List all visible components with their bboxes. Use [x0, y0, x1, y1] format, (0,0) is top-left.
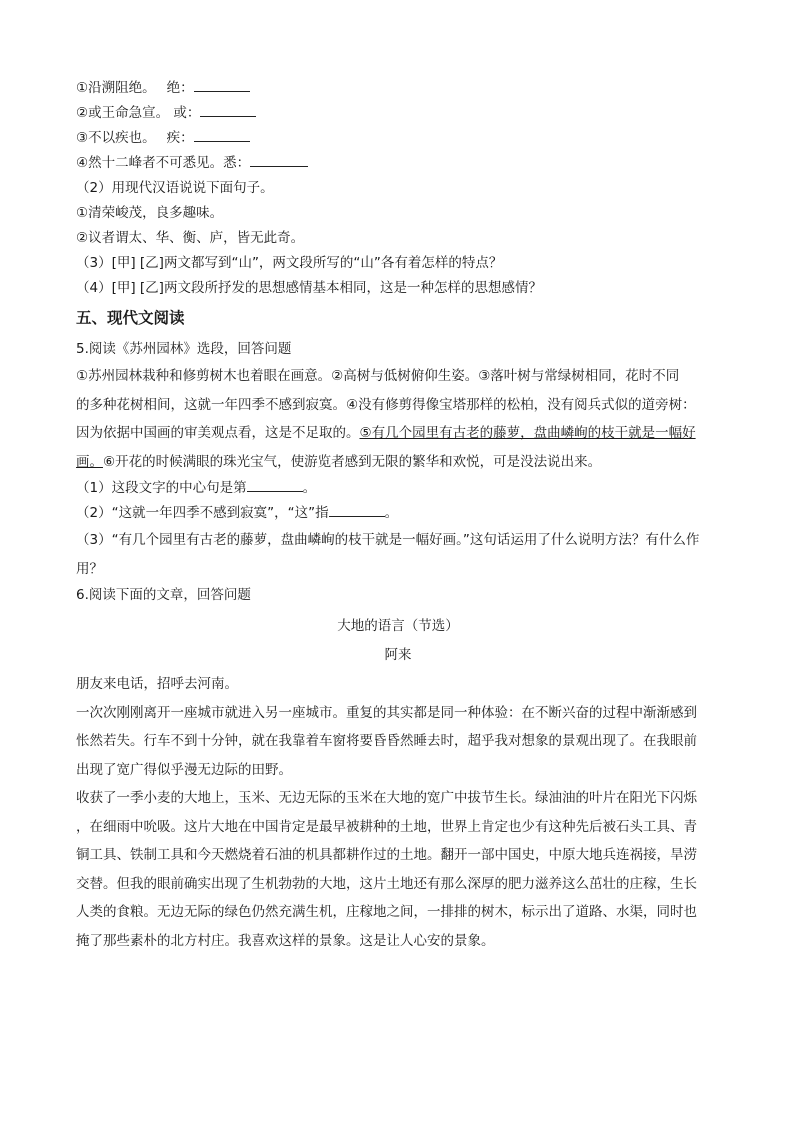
passage-line: 画。⑥开花的时候满眼的珠光宝气，使游览者感到无限的繁华和欢悦，可是没法说出来。 [76, 453, 602, 470]
answer-blank[interactable] [250, 151, 308, 167]
question-5-1: （1）这段文字的中心句是第 。 [76, 476, 720, 501]
question-6-intro: 6.阅读下面的文章，回答问题 [76, 587, 251, 603]
article-paragraph-3: 收获了一季小麦的大地上，玉米、无边无际的玉米在大地的宽广中拔节生长。绿油油的叶片在阳光下闪烁 ，在细雨中吮吸。这片大地在中国肯定是最早被耕种的土地，世界上肯定也少有这种先后被石头工具、青 铜工具、铁制工具和今天燃烧着石油的机具都耕作过的土地。翻开一部中国史，中原大地兵连祸接，旱涝 交替。但我的眼前确实出现了生机勃勃的大地，这片土地还有那么深厚的肥力滋养这么茁壮的庄稼，生长 人类的食粮。无边无际的绿色仍然充满生机，庄稼地之间，一排排的树木，标示出了道路、水渠，同时也 掩了那些素朴的北方村庄。我喜欢这样的景象。这是让人心安的景象。 [76, 790, 697, 949]
word-item-3: ③不以疾也。 疾： [76, 126, 720, 151]
sub-question-3: （3）[甲] [乙]两文都写到“山”，两文段所写的“山”各有着怎样的特点？ [76, 255, 503, 271]
answer-blank[interactable] [247, 476, 303, 492]
passage-line: 因为依据中国画的审美观点看，这是不足取的。⑤有几个园里有古老的藤萝，盘曲嶙峋的枝干就是一幅好 [76, 425, 696, 441]
passage-line: 的多种花树相间，这就一年四季不感到寂寞。④没有修剪得像宝塔那样的松柏，没有阅兵式似的道旁树： [76, 396, 696, 413]
passage-suzhou-gardens [76, 362, 720, 476]
article-paragraph-2: 一次次刚刚离开一座城市就进入另一座城市。重复的其实都是同一种体验：在不断兴奋的过程中渐渐感到 怅然若失。行车不到十分钟，就在我靠着车窗将要昏昏然睡去时，超乎我对想象的景观出现了。在我眼前 出现了宽广得似乎漫无边际的田野。 [76, 704, 697, 778]
word-item-1: ①沿溯阻绝。 绝： [76, 76, 720, 101]
question-5-intro: 5.阅读《苏州园林》选段，回答问题 [76, 341, 292, 357]
document-page [76, 76, 720, 955]
underlined-sentence: 画。 [76, 453, 103, 470]
article-author: 阿来 [384, 647, 412, 663]
underlined-sentence: ⑤有几个园里有古老的藤萝，盘曲嶙峋的枝干就是一幅好 [359, 425, 696, 441]
sentence-2: ②议者谓太、华、衡、庐，皆无此奇。 [76, 230, 305, 246]
question-5-3: （3）“有几个园里有古老的藤萝，盘曲嶙峋的枝干就是一幅好画。”这句话运用了什么说明方法？有什么作 用？ [76, 532, 700, 577]
answer-blank[interactable] [194, 76, 250, 92]
word-item-2: ②或王命急宣。 或： [76, 101, 720, 126]
question-5-2: （2）“这就一年四季不感到寂寞”，“这”指 。 [76, 501, 720, 526]
article-paragraph-1: 朋友来电话，招呼去河南。 [76, 676, 238, 692]
answer-blank[interactable] [194, 126, 250, 142]
section-heading: 五、现代文阅读 [76, 309, 185, 327]
article-title: 大地的语言（节选） [337, 618, 459, 634]
sub-question-2: （2）用现代汉语说说下面句子。 [76, 180, 274, 196]
sub-question-4: （4）[甲] [乙]两文段所抒发的思想感情基本相同，这是一种怎样的思想感情？ [76, 280, 542, 296]
answer-blank[interactable] [329, 501, 385, 517]
word-item-4: ④然十二峰者不可悉见。悉： [76, 151, 720, 176]
sentence-1: ①清荣峻茂，良多趣味。 [76, 205, 224, 221]
answer-blank[interactable] [200, 101, 256, 117]
passage-line: ①苏州园林栽种和修剪树木也着眼在画意。②高树与低树俯仰生姿。③落叶树与常绿树相同，花时不同 [76, 368, 680, 384]
